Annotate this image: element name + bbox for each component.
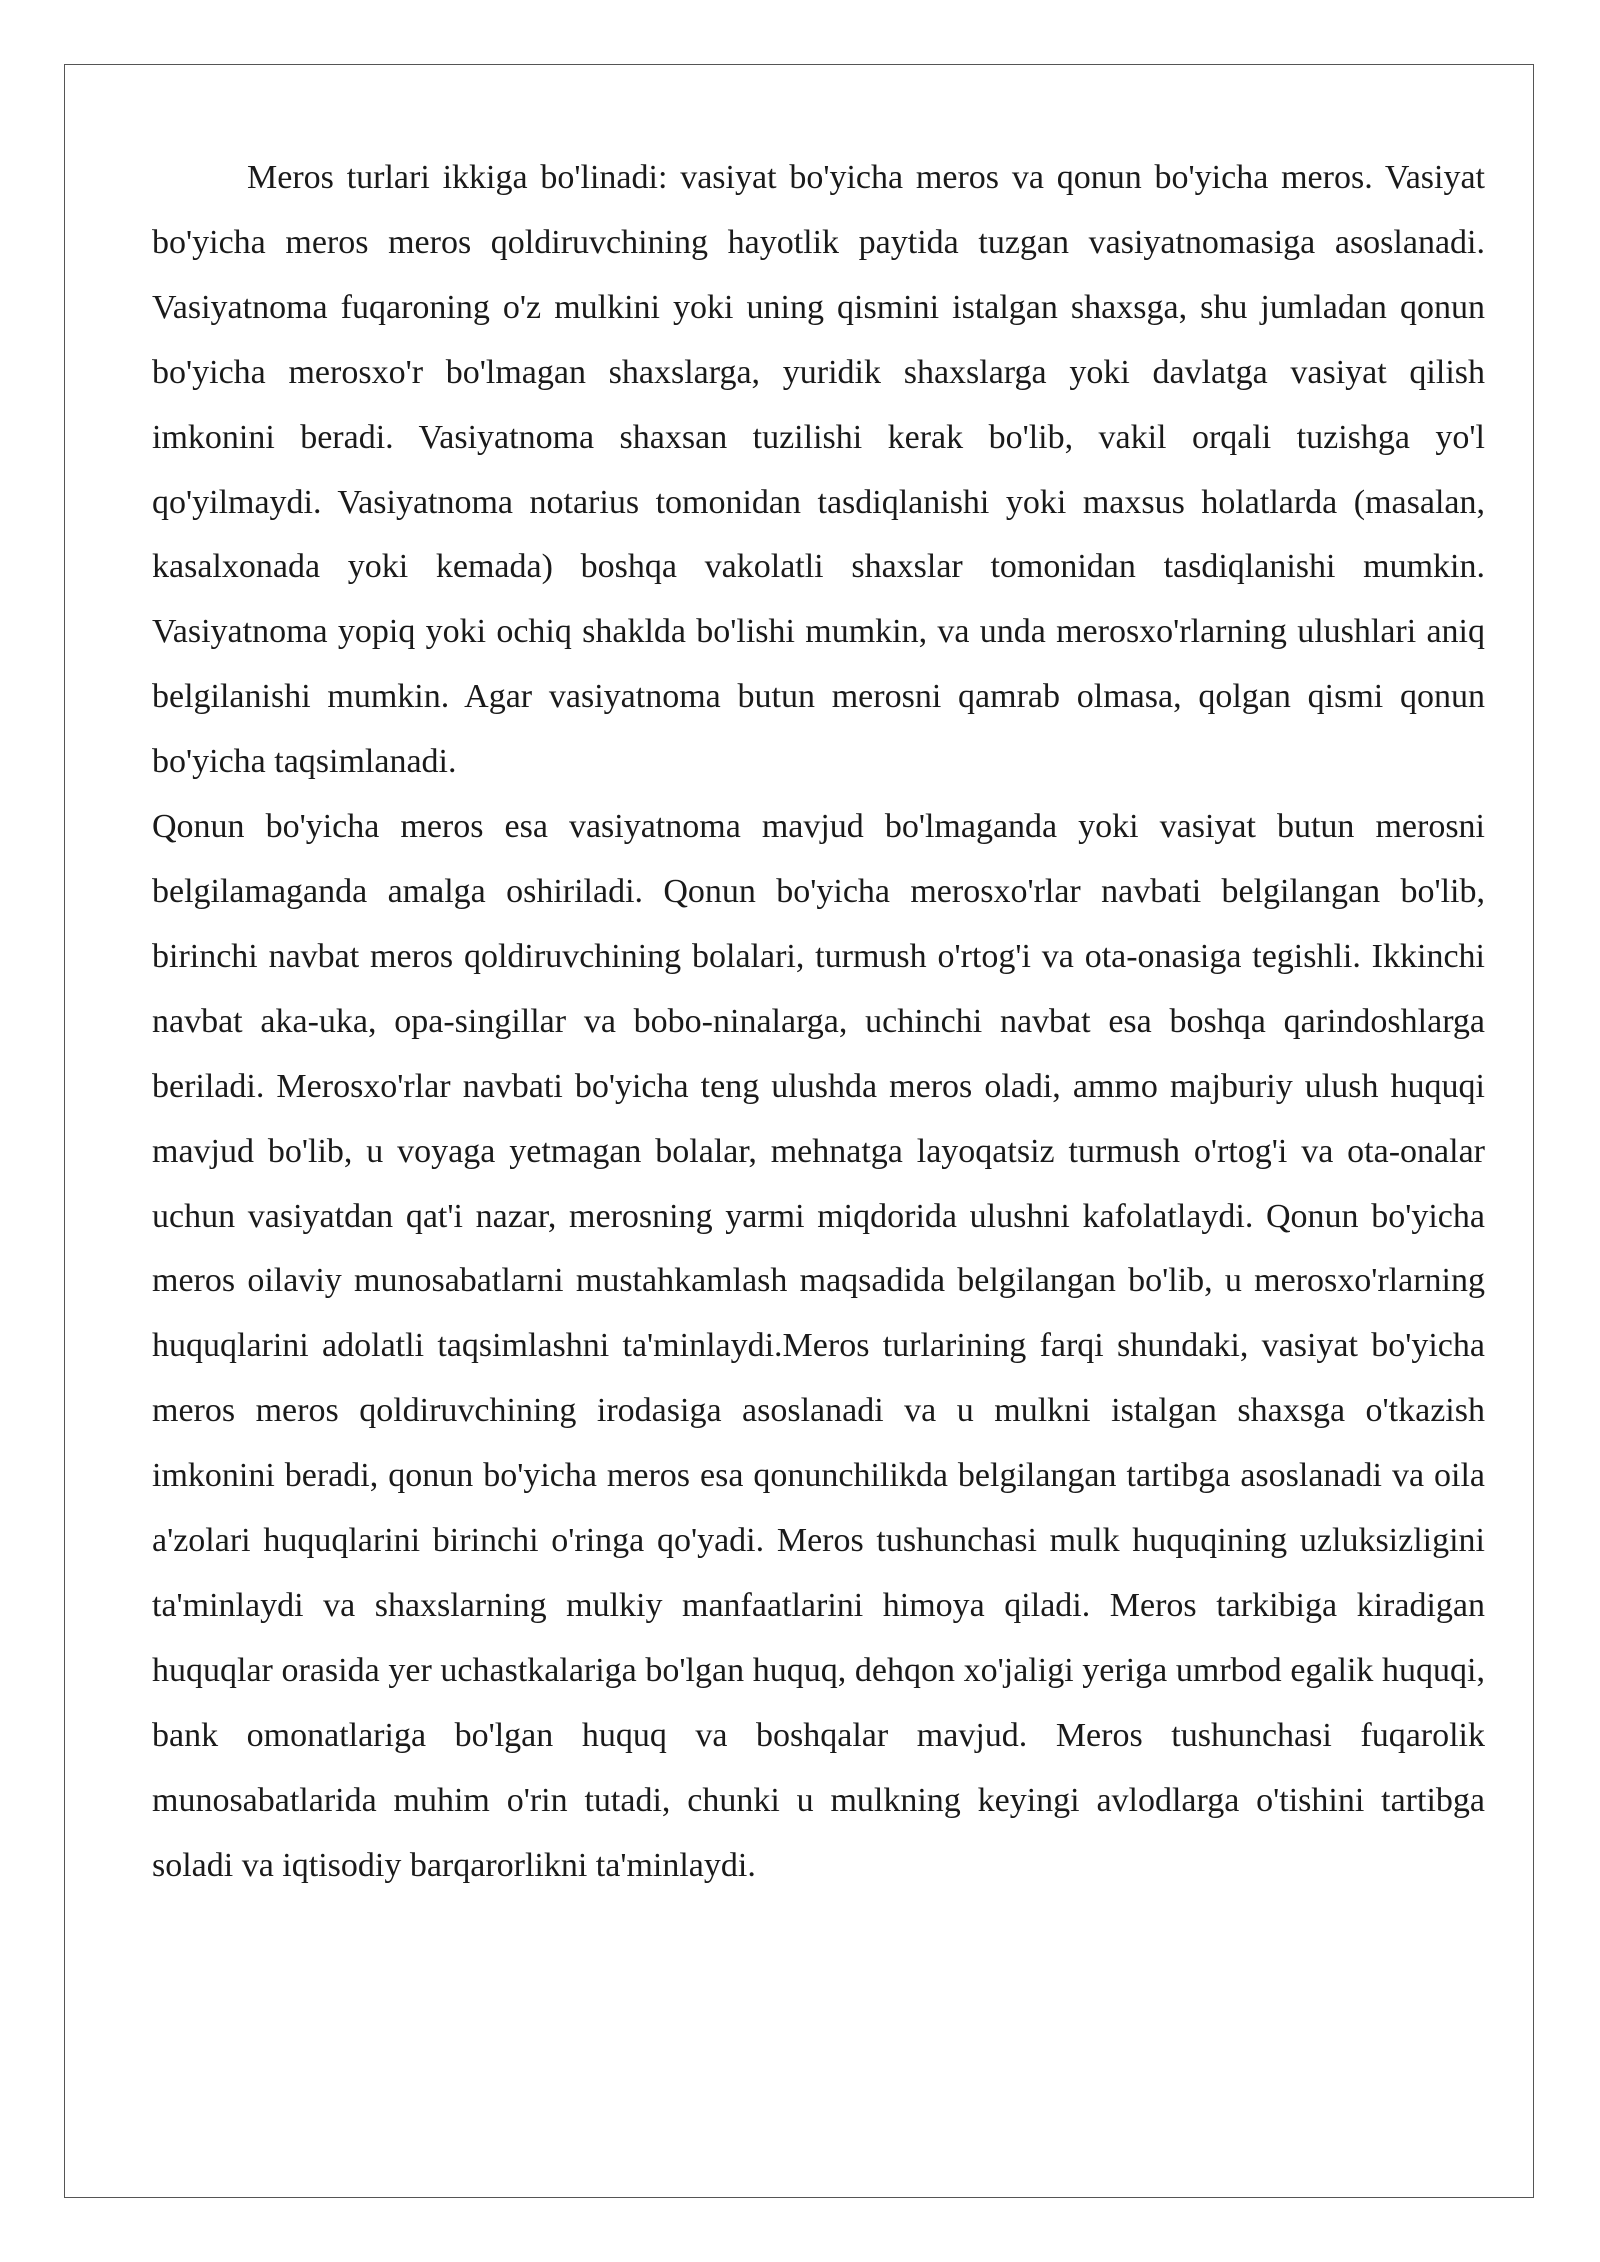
paragraph-legal-inheritance: Qonun bo'yicha meros esa vasiyatnoma mavjud bo'lmaganda yoki vasiyat butun merosni belgilamaganda amalga oshiriladi. Qonun bo'yicha merosxo'rlar navbati belgilangan bo'lib, birinchi navbat meros qoldiruvchining bolalari, turmush o'rtog'i va ota-onasiga tegishli. Ikkinchi navbat aka-uka, opa-singillar va bobo-ninalarga, uchinchi navbat esa boshqa qarindoshlarga beriladi. Merosxo'rlar navbati bo'yicha teng ulushda meros oladi, ammo majburiy ulush huquqi mavjud bo'lib, u voyaga yetmagan bolalar, mehnatga layoqatsiz turmush o'rtog'i va ota-onalar uchun vasiyatdan qat'i nazar, merosning yarmi miqdorida ulushni kafolatlaydi. Qonun bo'yicha meros oilaviy munosabatlarni mustahkamlash maqsadida belgilangan bo'lib, u merosxo'rlarning huquqlarini adolatli taqsimlashni ta'minlaydi.Meros turlarining farqi shundaki, vasiyat bo'yicha meros meros qoldiruvchining irodasiga asoslanadi va u mulkni istalgan shaxsga o'tkazish imkonini beradi, qonun bo'yicha meros esa qonunchilikda belgilangan tartibga asoslanadi va oila a'zolari huquqlarini birinchi o'ringa qo'yadi. Meros tushunchasi mulk huquqining uzluksizligini ta'minlaydi va shaxslarning mulkiy manfaatlarini himoya qiladi. Meros tarkibiga kiradigan huquqlar orasida yer uchastkalariga bo'lgan huquq, dehqon xo'jaligi yeriga umrbod egalik huquqi, bank omonatlariga bo'lgan huquq va boshqalar mavjud. Meros tushunchasi fuqarolik munosabatlarida muhim o'rin tutadi, chunki u mulkning keyingi avlodlarga o'tishini tartibga soladi va iqtisodiy barqarorlikni ta'minlaydi. [152,808,1485,1884]
paragraph-testamentary-inheritance: Meros turlari ikkiga bo'linadi: vasiyat bo'yicha meros va qonun bo'yicha meros. Vasiyat bo'yicha meros meros qoldiruvchining hayotlik paytida tuzgan vasiyatnomasiga asoslanadi. Vasiyatnoma fuqaroning o'z mulkini yoki uning qismini istalgan shaxsga, shu jumladan qonun bo'yicha merosxo'r bo'lmagan shaxslarga, yuridik shaxslarga yoki davlatga vasiyat qilish imkonini beradi. Vasiyatnoma shaxsan tuzilishi kerak bo'lib, vakil orqali tuzishga yo'l qo'yilmaydi. Vasiyatnoma notarius tomonidan tasdiqlanishi yoki maxsus holatlarda (masalan, kasalxonada yoki kemada) boshqa vakolatli shaxslar tomonidan tasdiqlanishi mumkin. Vasiyatnoma yopiq yoki ochiq shaklda bo'lishi mumkin, va unda merosxo'rlarning ulushlari aniq belgilanishi mumkin. Agar vasiyatnoma butun merosni qamrab olmasa, qolgan qismi qonun bo'yicha taqsimlanadi. [152,159,1485,781]
document-body [152,146,1485,1898]
